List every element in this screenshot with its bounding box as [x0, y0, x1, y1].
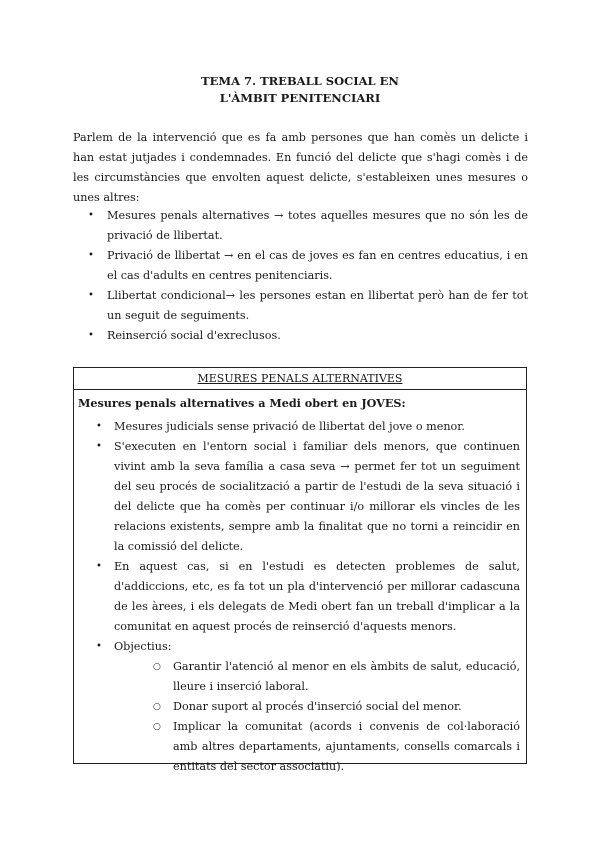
list-item: • Reinserció social d'exreclusos. [73, 326, 528, 346]
objective-item: ○ Donar suport al procés d'inserció social del menor. [114, 697, 520, 717]
page-title [0, 73, 600, 107]
list-item: • S'executen en l'entorn social i familiar dels menors, que continuen vivint amb la seva família a casa seva → permet fer tot un seguiment del seu procés de socialització a partir de l'estudi de la seva situació i del delicte que ha comès per continuar i/o millorar els vincles de les relacions existents, sempre amb la finalitat que no torni a reincidir en la comissió del delicte. [74, 437, 526, 557]
list-item: • En aquest cas, si en l'estudi es detecten problemes de salut, d'addiccions, etc, es fa tot un pla d'intervenció per millorar cadascuna de les àrees, i els delegats de Medi obert fan un treball d'implicar a la comunitat en aquest procés de reinserció d'aquests menors. [74, 557, 526, 637]
list-item: • Mesures penals alternatives → totes aquelles mesures que no són les de privació de llibertat. [73, 206, 528, 246]
list-item-objectives [74, 637, 526, 777]
box-list [74, 417, 526, 777]
objective-item: ○ Garantir l'atenció al menor en els àmbits de salut, educació, lleure i inserció laboral. [114, 657, 520, 697]
objective-item: ○ Implicar la comunitat (acords i convenis de col·laboració amb altres departaments, ajuntaments, consells comarcals i entitats del sector associatiu). [114, 717, 520, 777]
intro-paragraph: Parlem de la intervenció que es fa amb persones que han comès un delicte i han estat jutjades i condemnades. En funció del delicte que s'hagi comès i de les circumstàncies que envolten aquest delicte, s'estableixen unes mesures o unes altres: [73, 131, 528, 204]
objectives-label: Objectius: [114, 640, 172, 653]
box-header: MESURES PENALS ALTERNATIVES [74, 368, 526, 390]
title-line-2: L'ÀMBIT PENITENCIARI [219, 91, 381, 105]
measures-list [73, 206, 528, 346]
alternative-measures-box [73, 367, 527, 773]
title-line-1: TEMA 7. TREBALL SOCIAL EN [201, 74, 399, 88]
objectives-list [114, 657, 520, 777]
list-item: • Privació de llibertat → en el cas de joves es fan en centres educatius, i en el cas d'adults en centres penitenciaris. [73, 246, 528, 286]
list-item: • Mesures judicials sense privació de llibertat del jove o menor. [74, 417, 526, 437]
box-subheader: Mesures penals alternatives a Medi obert en JOVES: [78, 396, 406, 410]
list-item: • Llibertat condicional→ les persones estan en llibertat però han de fer tot un seguit de seguiments. [73, 286, 528, 326]
